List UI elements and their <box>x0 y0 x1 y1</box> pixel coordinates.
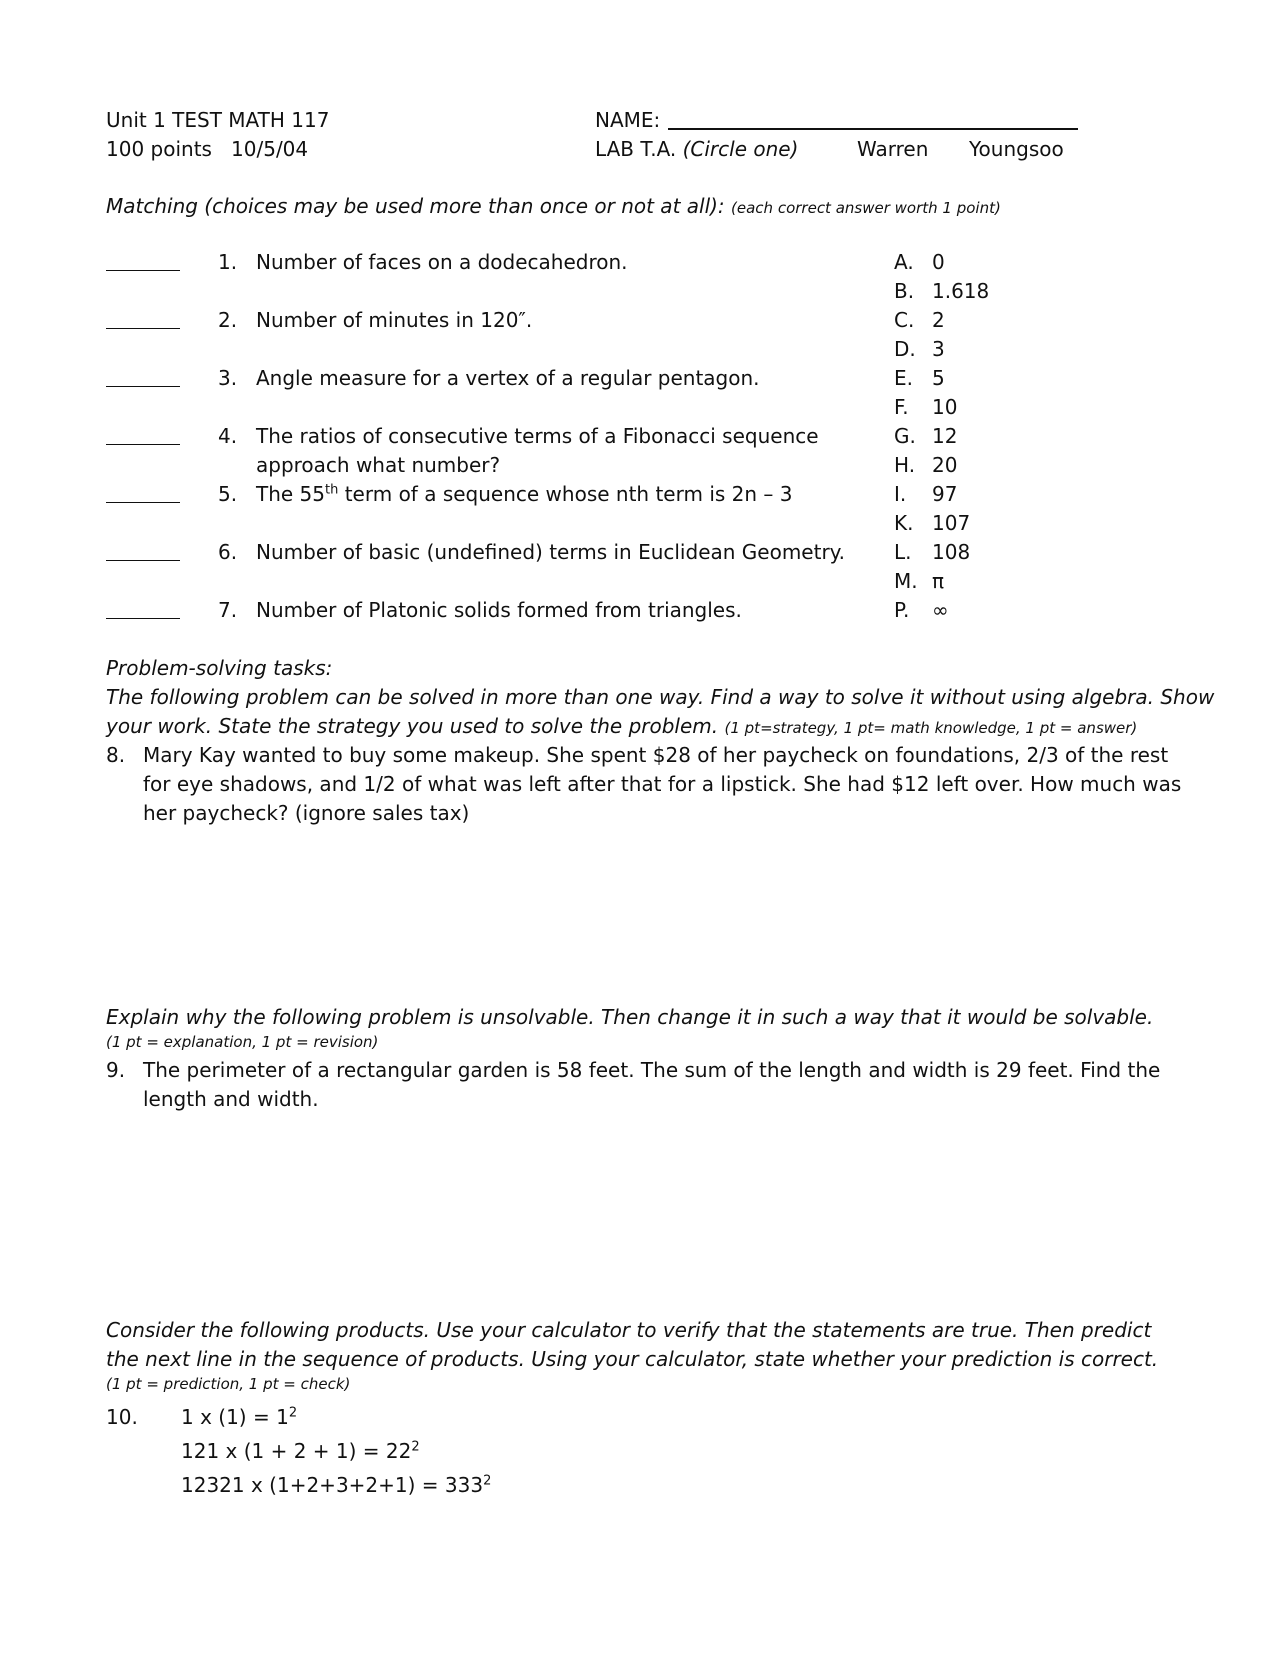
choice-letter: C. <box>894 308 915 332</box>
question-8-text: Mary Kay wanted to buy some makeup. She spent $28 of her paycheck on foundations, 2/3 of the rest <box>143 743 1169 767</box>
ta-option-warren[interactable]: Warren <box>857 137 929 161</box>
question-number: 10. <box>106 1405 138 1429</box>
choice-value: 97 <box>932 482 958 506</box>
products-points-note: (1 pt = prediction, 1 pt = check) <box>106 1375 351 1393</box>
choice-letter: F. <box>894 395 909 419</box>
question-8-text: for eye shadows, and 1/2 of what was left after that for a lipstick. She had $12 left over. How much was <box>143 772 1182 796</box>
question-number: 3. <box>218 366 238 390</box>
problem-solving-instructions: The following problem can be solved in more than one way. Find a way to solve it without using algebra. Show <box>106 685 1215 709</box>
question-text: The ratios of consecutive terms of a Fibonacci sequence <box>256 424 819 448</box>
answer-blank-3[interactable] <box>106 386 180 387</box>
question-number: 5. <box>218 482 238 506</box>
choice-letter: G. <box>894 424 916 448</box>
choice-value: 10 <box>932 395 958 419</box>
choice-letter: K. <box>894 511 914 535</box>
points-and-date: 100 points 10/5/04 <box>106 137 309 161</box>
question-text: Number of Platonic solids formed from triangles. <box>256 598 742 622</box>
question-number: 8. <box>106 743 126 767</box>
choice-value: 2 <box>932 308 945 332</box>
products-instructions: Consider the following products. Use your calculator to verify that the statements are true. Then predict <box>106 1318 1152 1342</box>
question-number: 2. <box>218 308 238 332</box>
question-number: 4. <box>218 424 238 448</box>
choice-letter: I. <box>894 482 907 506</box>
question-9-text: The perimeter of a rectangular garden is 58 feet. The sum of the length and width is 29 feet. Find the <box>143 1058 1161 1082</box>
question-text: The 55th term of a sequence whose nth term is 2n – 3 <box>256 482 793 506</box>
name-field[interactable] <box>668 128 1078 130</box>
question-text: Number of faces on a dodecahedron. <box>256 250 628 274</box>
question-number: 9. <box>106 1058 126 1082</box>
question-number: 1. <box>218 250 238 274</box>
choice-value: 107 <box>932 511 971 535</box>
choice-letter: P. <box>894 598 910 622</box>
name-label: NAME: <box>595 108 661 132</box>
unsolvable-points-note: (1 pt = explanation, 1 pt = revision) <box>106 1033 379 1051</box>
choice-letter: A. <box>894 250 914 274</box>
choice-value: 1.618 <box>932 279 990 303</box>
product-line: 121 x $(1 + 2 + 1) = 22^2$ <box>181 1439 420 1463</box>
answer-blank-6[interactable] <box>106 560 180 561</box>
product-line: 12321 x $(1+2+3+2+1) = 333^2$ <box>181 1473 492 1497</box>
choice-letter: E. <box>894 366 913 390</box>
circle-one-note: (Circle one) <box>682 137 799 161</box>
question-number: 7. <box>218 598 238 622</box>
choice-letter: B. <box>894 279 915 303</box>
product-line: 1 x $(1) = 1^2$ <box>181 1405 298 1429</box>
question-number: 6. <box>218 540 238 564</box>
choice-value: ∞ <box>932 598 949 622</box>
question-text: Number of basic (undefined) terms in Euclidean Geometry. <box>256 540 846 564</box>
question-text: Angle measure for a vertex of a regular pentagon. <box>256 366 760 390</box>
choice-value: 0 <box>932 250 945 274</box>
question-text: Number of minutes in 120″. <box>256 308 533 332</box>
choice-value: 5 <box>932 366 945 390</box>
problem-solving-points-note: (1 pt=strategy, 1 pt= math knowledge, 1 pt = answer) <box>724 719 1138 737</box>
choice-letter: M. <box>894 569 918 593</box>
problem-solving-heading: Problem-solving tasks: <box>106 656 333 680</box>
matching-instructions: Matching (choices may be used more than once or not at all): (each correct answer worth 1 point) <box>106 194 1001 218</box>
answer-blank-5[interactable] <box>106 502 180 503</box>
choice-value: 108 <box>932 540 971 564</box>
choice-value: 12 <box>932 424 958 448</box>
choice-value: 3 <box>932 337 945 361</box>
unsolvable-instructions: Explain why the following problem is unsolvable. Then change it in such a way that it would be solvable. <box>106 1005 1154 1029</box>
products-instructions: the next line in the sequence of products. Using your calculator, state whether your prediction is correct. <box>106 1347 1159 1371</box>
test-title: Unit 1 TEST MATH 117 <box>106 108 330 132</box>
choice-value: 20 <box>932 453 958 477</box>
answer-blank-1[interactable] <box>106 270 180 271</box>
choice-value: π <box>932 569 945 593</box>
question-text-continued: approach what number? <box>256 453 501 477</box>
answer-blank-7[interactable] <box>106 618 180 619</box>
matching-points-note: (each correct answer worth 1 point) <box>731 199 1001 217</box>
ta-option-youngsoo[interactable]: Youngsoo <box>969 137 1064 161</box>
choice-letter: L. <box>894 540 912 564</box>
choice-letter: D. <box>894 337 916 361</box>
question-8-text: her paycheck? (ignore sales tax) <box>143 801 470 825</box>
answer-blank-2[interactable] <box>106 328 180 329</box>
lab-ta-label: LAB T.A. (Circle one) <box>595 137 799 161</box>
choice-letter: H. <box>894 453 916 477</box>
question-9-text: length and width. <box>143 1087 319 1111</box>
problem-solving-instructions-line2: your work. State the strategy you used to solve the problem. (1 pt=strategy, 1 pt= math knowledge, 1 pt = answer) <box>106 714 1138 738</box>
answer-blank-4[interactable] <box>106 444 180 445</box>
